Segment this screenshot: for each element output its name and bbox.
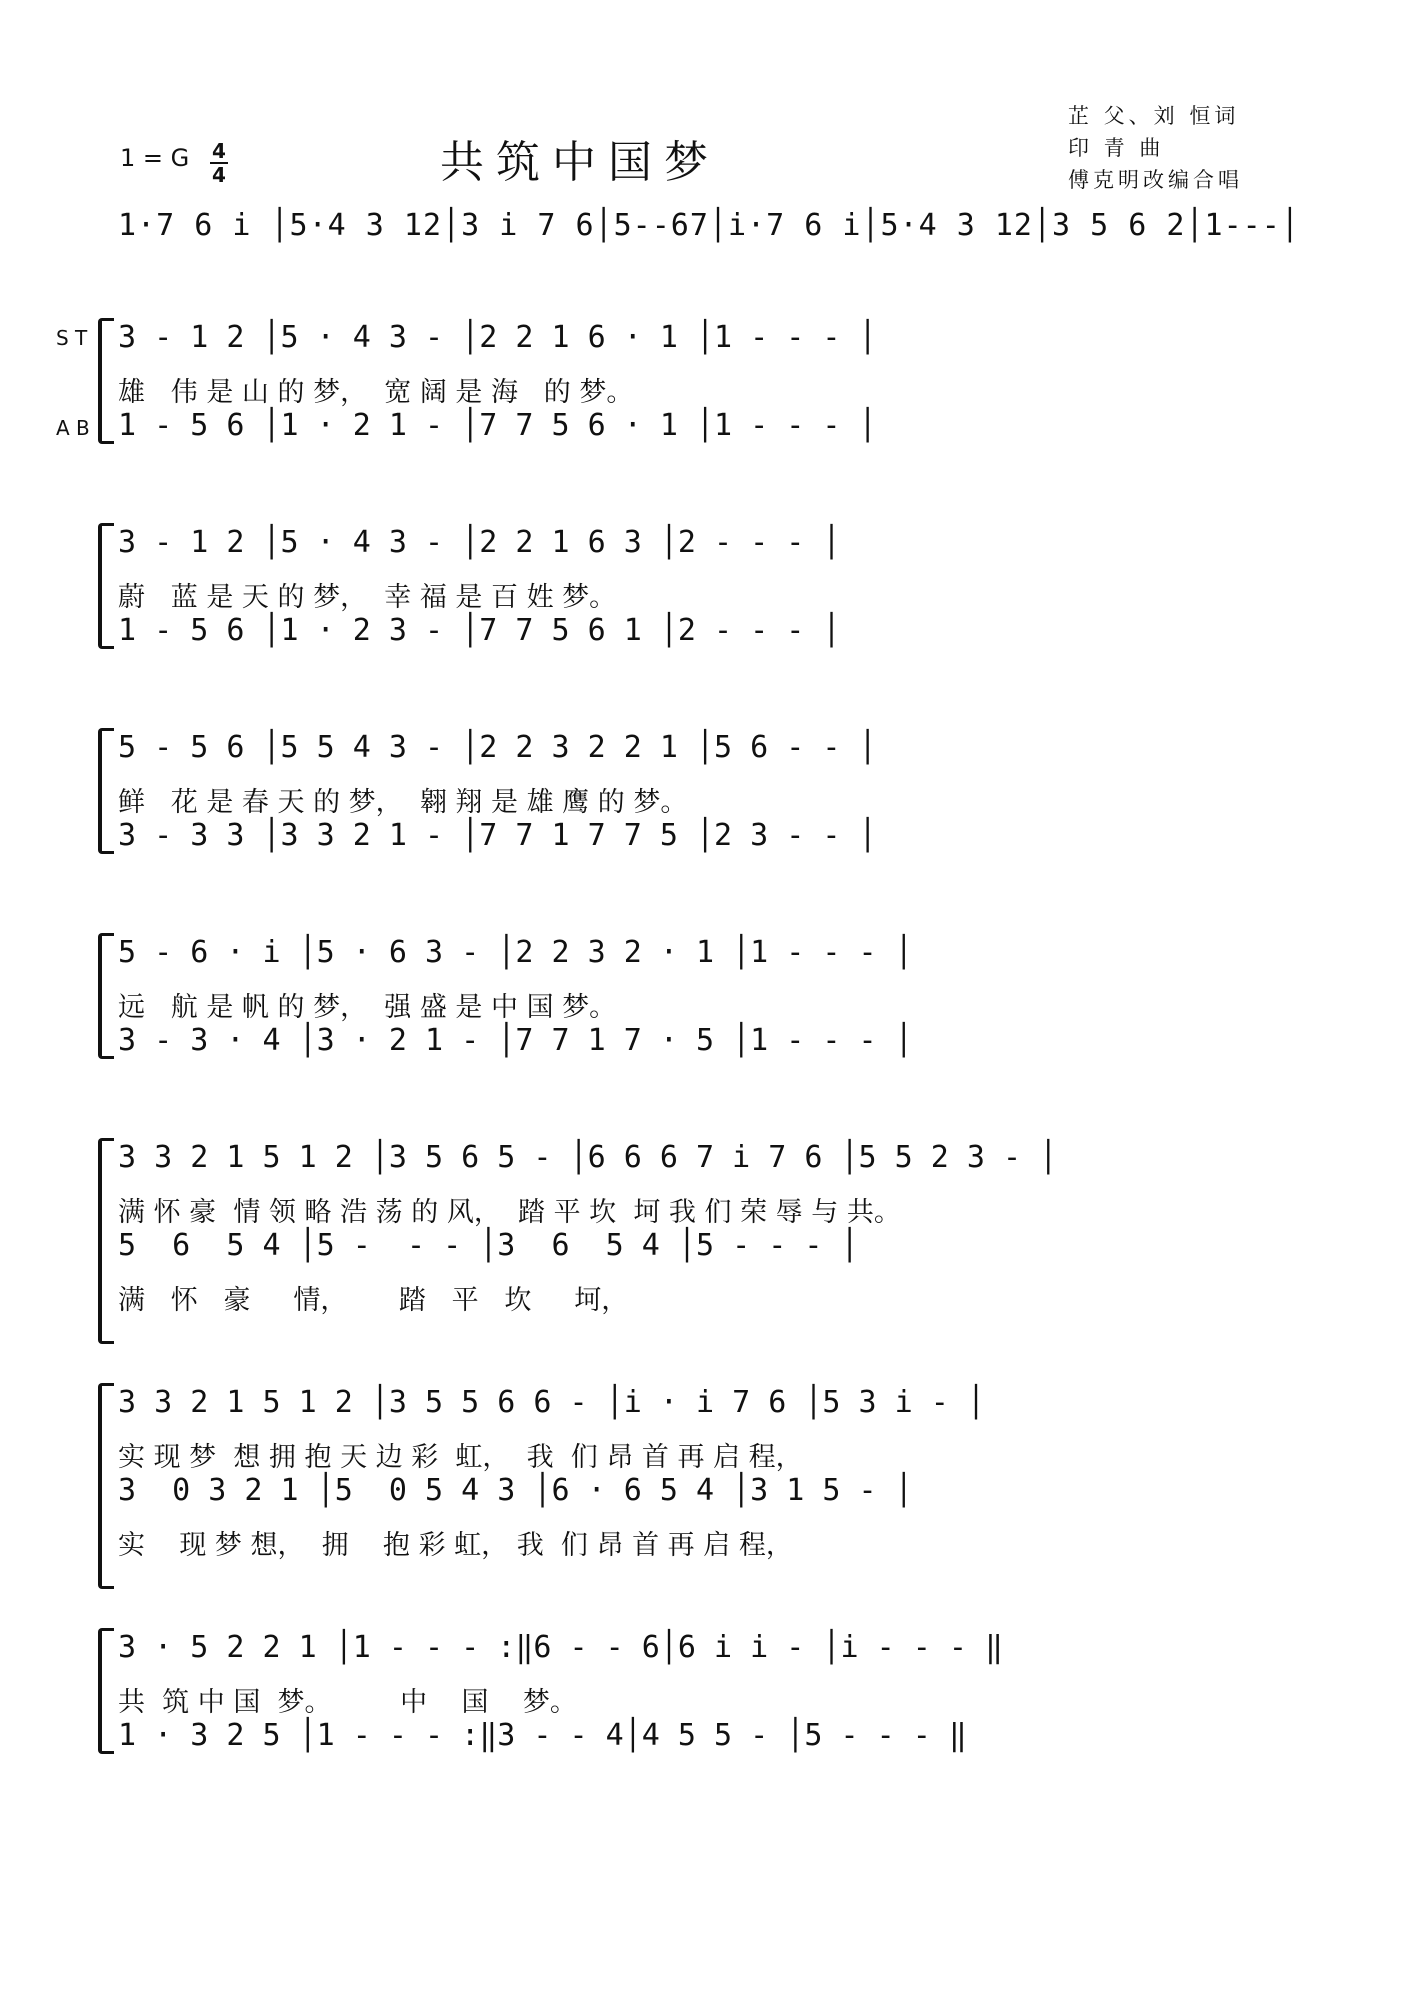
time-signature — [210, 140, 228, 186]
time-numerator: 4 — [212, 139, 226, 163]
lyric-line: 蔚 蓝 是 天 的 梦， 幸 福 是 百 姓 梦。 — [118, 582, 617, 613]
lower-voice-line: 1 - 5 6 │1 · 2 1 - │7 7 5 6 · 1 │1 - - - │ — [118, 408, 877, 443]
system-bracket — [98, 523, 114, 649]
lower-voice-line: 1 - 5 6 │1 · 2 3 - │7 7 5 6 1 │2 - - - │ — [118, 613, 841, 648]
lower-voice-line: 3 - 3 3 │3 3 2 1 - │7 7 1 7 7 5 │2 3 - - │ — [118, 818, 877, 853]
key-signature: 1 = G — [120, 144, 190, 172]
lower-voice-line: 3 - 3 · 4 │3 · 2 1 - │7 7 1 7 · 5 │1 - - - │ — [118, 1023, 913, 1058]
upper-voice-label: S T — [56, 326, 88, 350]
lyric-line: 雄 伟 是 山 的 梦， 宽 阔 是 海 的 梦。 — [118, 377, 634, 408]
intro-line: 1·7 6 i │5·4 3 12│3 i 7 6│5--67│i·7 6 i│5·4 3 12│3 5 6 2│1---│ — [118, 208, 1300, 243]
system-bracket — [98, 318, 114, 444]
lyric-line: 鲜 花 是 春 天 的 梦， 翱 翔 是 雄 鹰 的 梦。 — [118, 787, 688, 818]
upper-voice-line: 3 - 1 2 │5 · 4 3 - │2 2 1 6 · 1 │1 - - - │ — [118, 320, 877, 355]
system-bracket — [98, 728, 114, 854]
lower-lyric-line: 满 怀 豪 情， 踏 平 坎 坷， — [118, 1285, 629, 1316]
credits — [1068, 100, 1243, 196]
time-denominator: 4 — [212, 163, 226, 187]
arranger-credit: 傅克明改编合唱 — [1068, 168, 1243, 192]
lyric-line: 远 航 是 帆 的 梦， 强 盛 是 中 国 梦。 — [118, 992, 617, 1023]
song-title: 共筑中国梦 — [440, 137, 720, 188]
lyric-line: 共 筑 中 国 梦。 中 国 梦。 — [118, 1687, 577, 1718]
upper-voice-line: 5 - 6 · i │5 · 6 3 - │2 2 3 2 · 1 │1 - - - │ — [118, 935, 913, 970]
system-bracket — [98, 1628, 114, 1754]
upper-voice-line: 5 - 5 6 │5 5 4 3 - │2 2 3 2 2 1 │5 6 - - │ — [118, 730, 877, 765]
system-bracket — [98, 933, 114, 1059]
lower-voice-line: 1 · 3 2 5 │1 - - - :‖3 - - 4│4 5 5 - │5 - - - ‖ — [118, 1718, 967, 1753]
upper-voice-line: 3 3 2 1 5 1 2 │3 5 6 5 - │6 6 6 7 i 7 6 │5 5 2 3 - │ — [118, 1140, 1058, 1175]
upper-voice-line: 3 · 5 2 2 1 │1 - - - :‖6 - - 6│6 i i - │i - - - ‖ — [118, 1630, 1004, 1665]
lyric-line: 满 怀 豪 情 领 略 浩 荡 的 风， 踏 平 坎 坷 我 们 荣 辱 与 共。 — [118, 1197, 901, 1228]
lower-lyric-line: 实 现 梦 想， 拥 抱 彩 虹， 我 们 昂 首 再 启 程， — [118, 1530, 793, 1561]
lower-voice-line: 3 0 3 2 1 │5 0 5 4 3 │6 · 6 5 4 │3 1 5 - │ — [118, 1473, 913, 1508]
lyricist-credit: 芷 父、刘 恒词 — [1068, 104, 1240, 128]
system-bracket — [98, 1138, 114, 1344]
lyric-line: 实 现 梦 想 拥 抱 天 边 彩 虹， 我 们 昂 首 再 启 程， — [118, 1442, 803, 1473]
system-bracket — [98, 1383, 114, 1589]
upper-voice-line: 3 - 1 2 │5 · 4 3 - │2 2 1 6 3 │2 - - - │ — [118, 525, 841, 560]
lower-voice-line: 5 6 5 4 │5 - - - │3 6 5 4 │5 - - - │ — [118, 1228, 859, 1263]
lower-voice-label: A B — [56, 416, 90, 440]
upper-voice-line: 3 3 2 1 5 1 2 │3 5 5 6 6 - │i · i 7 6 │5 3 i - │ — [118, 1385, 985, 1420]
composer-credit: 印 青 曲 — [1068, 136, 1165, 160]
